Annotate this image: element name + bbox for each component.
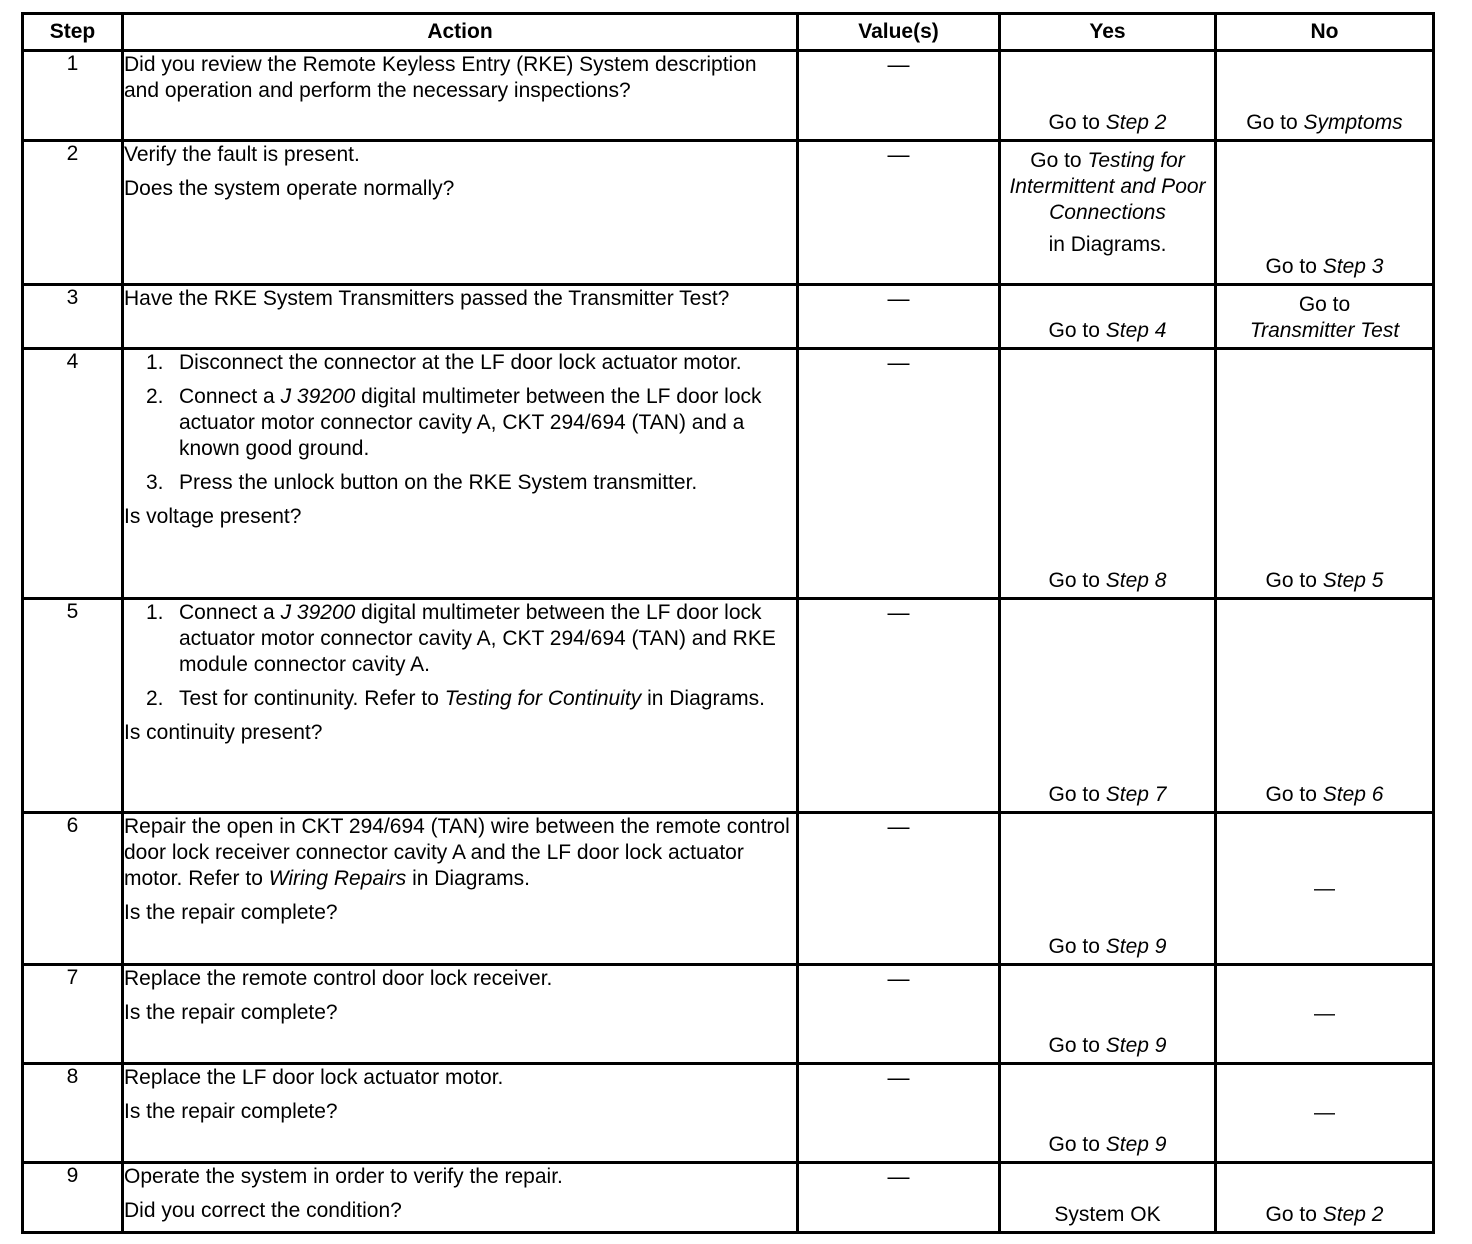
header-yes: Yes — [1000, 14, 1216, 51]
item-text: digital multimeter between the LF door lock actuator motor connector cavity A, CKT 294/694 (TAN) and RKE module connector cavity A. — [179, 601, 776, 676]
action-cell — [123, 965, 798, 1064]
table-row — [23, 813, 1434, 965]
yes-prefix: Go to — [1048, 111, 1106, 134]
yes-prefix: Go to — [1048, 319, 1106, 342]
no-dash: — — [1314, 1002, 1335, 1025]
list-item — [146, 686, 796, 712]
action-question: Have the RKE System Transmitters passed the Transmitter Test? — [124, 287, 730, 310]
no-prefix: Go to — [1265, 783, 1323, 806]
list-item — [146, 350, 796, 376]
item-text: Test for continunity. Refer to — [179, 687, 445, 710]
yes-link[interactable]: Step 9 — [1105, 1133, 1167, 1156]
action-question: Is continuity present? — [124, 721, 323, 744]
value-dash: — — [798, 599, 1000, 813]
step-number: 8 — [23, 1064, 123, 1163]
header-no: No — [1216, 14, 1434, 51]
yes-cell — [1000, 141, 1216, 285]
table-row — [23, 51, 1434, 141]
no-prefix: Go to — [1265, 1203, 1323, 1226]
step-number: 6 — [23, 813, 123, 965]
yes-cell — [1000, 813, 1216, 965]
step-number: 1 — [23, 51, 123, 141]
yes-result: System OK — [1054, 1203, 1161, 1226]
no-cell — [1216, 285, 1434, 349]
table-row — [23, 285, 1434, 349]
yes-link[interactable]: Step 7 — [1105, 783, 1167, 806]
action-question: Is the repair complete? — [124, 1001, 338, 1024]
yes-link[interactable]: Step 2 — [1105, 111, 1167, 134]
action-cell — [123, 285, 798, 349]
action-cell — [123, 1163, 798, 1233]
no-prefix: Go to — [1246, 111, 1304, 134]
header-row — [23, 14, 1434, 51]
continuity-link[interactable]: Testing for Continuity — [444, 687, 642, 710]
no-cell — [1216, 813, 1434, 965]
action-cell — [123, 349, 798, 599]
yes-cell — [1000, 349, 1216, 599]
step-number: 9 — [23, 1163, 123, 1233]
table-row — [23, 349, 1434, 599]
item-text: Press the unlock button on the RKE System transmitter. — [179, 471, 698, 494]
no-link[interactable]: Step 5 — [1322, 569, 1384, 592]
action-steps — [124, 600, 796, 712]
list-item — [146, 600, 796, 678]
action-text: Verify the fault is present. — [124, 143, 360, 166]
yes-cell — [1000, 285, 1216, 349]
step-number: 4 — [23, 349, 123, 599]
list-item — [146, 384, 796, 462]
value-dash: — — [798, 141, 1000, 285]
yes-link[interactable]: Testing for Intermittent and Poor Connections — [1009, 149, 1206, 224]
header-values: Value(s) — [798, 14, 1000, 51]
tool-reference: J 39200 — [280, 601, 356, 624]
no-prefix: Go to — [1265, 255, 1323, 278]
item-number: 3. — [146, 471, 164, 494]
action-cell — [123, 141, 798, 285]
value-dash: — — [798, 349, 1000, 599]
no-dash: — — [1314, 876, 1335, 900]
yes-prefix: Go to — [1030, 149, 1088, 172]
action-question: Did you correct the condition? — [124, 1199, 402, 1222]
action-text-post: in Diagrams. — [406, 867, 530, 890]
step-number: 2 — [23, 141, 123, 285]
action-cell — [123, 813, 798, 965]
no-prefix: Go to — [1265, 569, 1323, 592]
step-number: 7 — [23, 965, 123, 1064]
no-dash: — — [1314, 1101, 1335, 1124]
no-prefix: Go to — [1298, 293, 1351, 316]
item-text: Disconnect the connector at the LF door lock actuator motor. — [179, 351, 742, 374]
action-text: Replace the remote control door lock receiver. — [124, 967, 553, 990]
yes-prefix: Go to — [1048, 935, 1106, 958]
action-text-pre: Repair the open in CKT 294/694 (TAN) wire between the remote control door lock receiver connector cavity A and the LF door lock actuator motor. Refer to — [124, 815, 790, 890]
item-text: Connect a — [179, 601, 281, 624]
step-number: 5 — [23, 599, 123, 813]
no-link[interactable]: Transmitter Test — [1249, 319, 1400, 342]
item-number: 2. — [146, 687, 164, 710]
yes-cell — [1000, 599, 1216, 813]
no-cell — [1216, 51, 1434, 141]
yes-prefix: Go to — [1048, 569, 1106, 592]
action-text — [124, 814, 796, 892]
header-action: Action — [123, 14, 798, 51]
no-link[interactable]: Step 6 — [1322, 783, 1384, 806]
diagnostic-table — [21, 12, 1435, 1234]
action-text: Replace the LF door lock actuator motor. — [124, 1066, 504, 1089]
no-link[interactable]: Step 3 — [1322, 255, 1384, 278]
yes-link[interactable]: Step 8 — [1105, 569, 1167, 592]
action-cell — [123, 1064, 798, 1163]
value-dash: — — [798, 813, 1000, 965]
item-text: Connect a — [179, 385, 281, 408]
action-steps — [124, 350, 796, 496]
action-question: Is the repair complete? — [124, 1100, 338, 1123]
no-cell — [1216, 599, 1434, 813]
no-cell — [1216, 1163, 1434, 1233]
item-text: digital multimeter between the LF door lock actuator motor connector cavity A, CKT 294/694 (TAN) and a known good ground. — [179, 385, 762, 460]
yes-cell — [1000, 51, 1216, 141]
action-cell — [123, 599, 798, 813]
yes-link[interactable]: Step 9 — [1105, 935, 1167, 958]
no-cell — [1216, 965, 1434, 1064]
yes-cell — [1000, 1163, 1216, 1233]
table-row — [23, 965, 1434, 1064]
list-item — [146, 470, 796, 496]
no-cell — [1216, 349, 1434, 599]
yes-link[interactable]: Step 9 — [1105, 1034, 1167, 1057]
tool-reference: J 39200 — [280, 385, 356, 408]
item-number: 1. — [146, 601, 164, 624]
yes-suffix: in Diagrams. — [1048, 233, 1167, 256]
table-row — [23, 599, 1434, 813]
no-cell — [1216, 141, 1434, 285]
value-dash: — — [798, 51, 1000, 141]
item-number: 1. — [146, 351, 164, 374]
yes-prefix: Go to — [1048, 1034, 1106, 1057]
table-row — [23, 141, 1434, 285]
table-row — [23, 1064, 1434, 1163]
value-dash: — — [798, 1064, 1000, 1163]
yes-cell — [1000, 965, 1216, 1064]
wiring-repairs-link[interactable]: Wiring Repairs — [268, 867, 407, 890]
table-row — [23, 1163, 1434, 1233]
header-step: Step — [23, 14, 123, 51]
yes-prefix: Go to — [1048, 783, 1106, 806]
step-number: 3 — [23, 285, 123, 349]
action-question: Is the repair complete? — [124, 901, 338, 924]
no-link[interactable]: Symptoms — [1303, 111, 1403, 134]
action-cell — [123, 51, 798, 141]
value-dash: — — [798, 285, 1000, 349]
value-dash: — — [798, 965, 1000, 1064]
value-dash: — — [798, 1163, 1000, 1233]
action-question: Is voltage present? — [124, 505, 302, 528]
yes-prefix: Go to — [1048, 1133, 1106, 1156]
yes-cell — [1000, 1064, 1216, 1163]
action-text: Operate the system in order to verify the repair. — [124, 1165, 563, 1188]
no-link[interactable]: Step 2 — [1322, 1203, 1384, 1226]
item-text: in Diagrams. — [641, 687, 765, 710]
item-number: 2. — [146, 385, 164, 408]
action-question: Did you review the Remote Keyless Entry (RKE) System description and operation and perform the necessary inspections? — [124, 53, 757, 102]
no-cell — [1216, 1064, 1434, 1163]
yes-link[interactable]: Step 4 — [1105, 319, 1167, 342]
action-question: Does the system operate normally? — [124, 177, 455, 200]
